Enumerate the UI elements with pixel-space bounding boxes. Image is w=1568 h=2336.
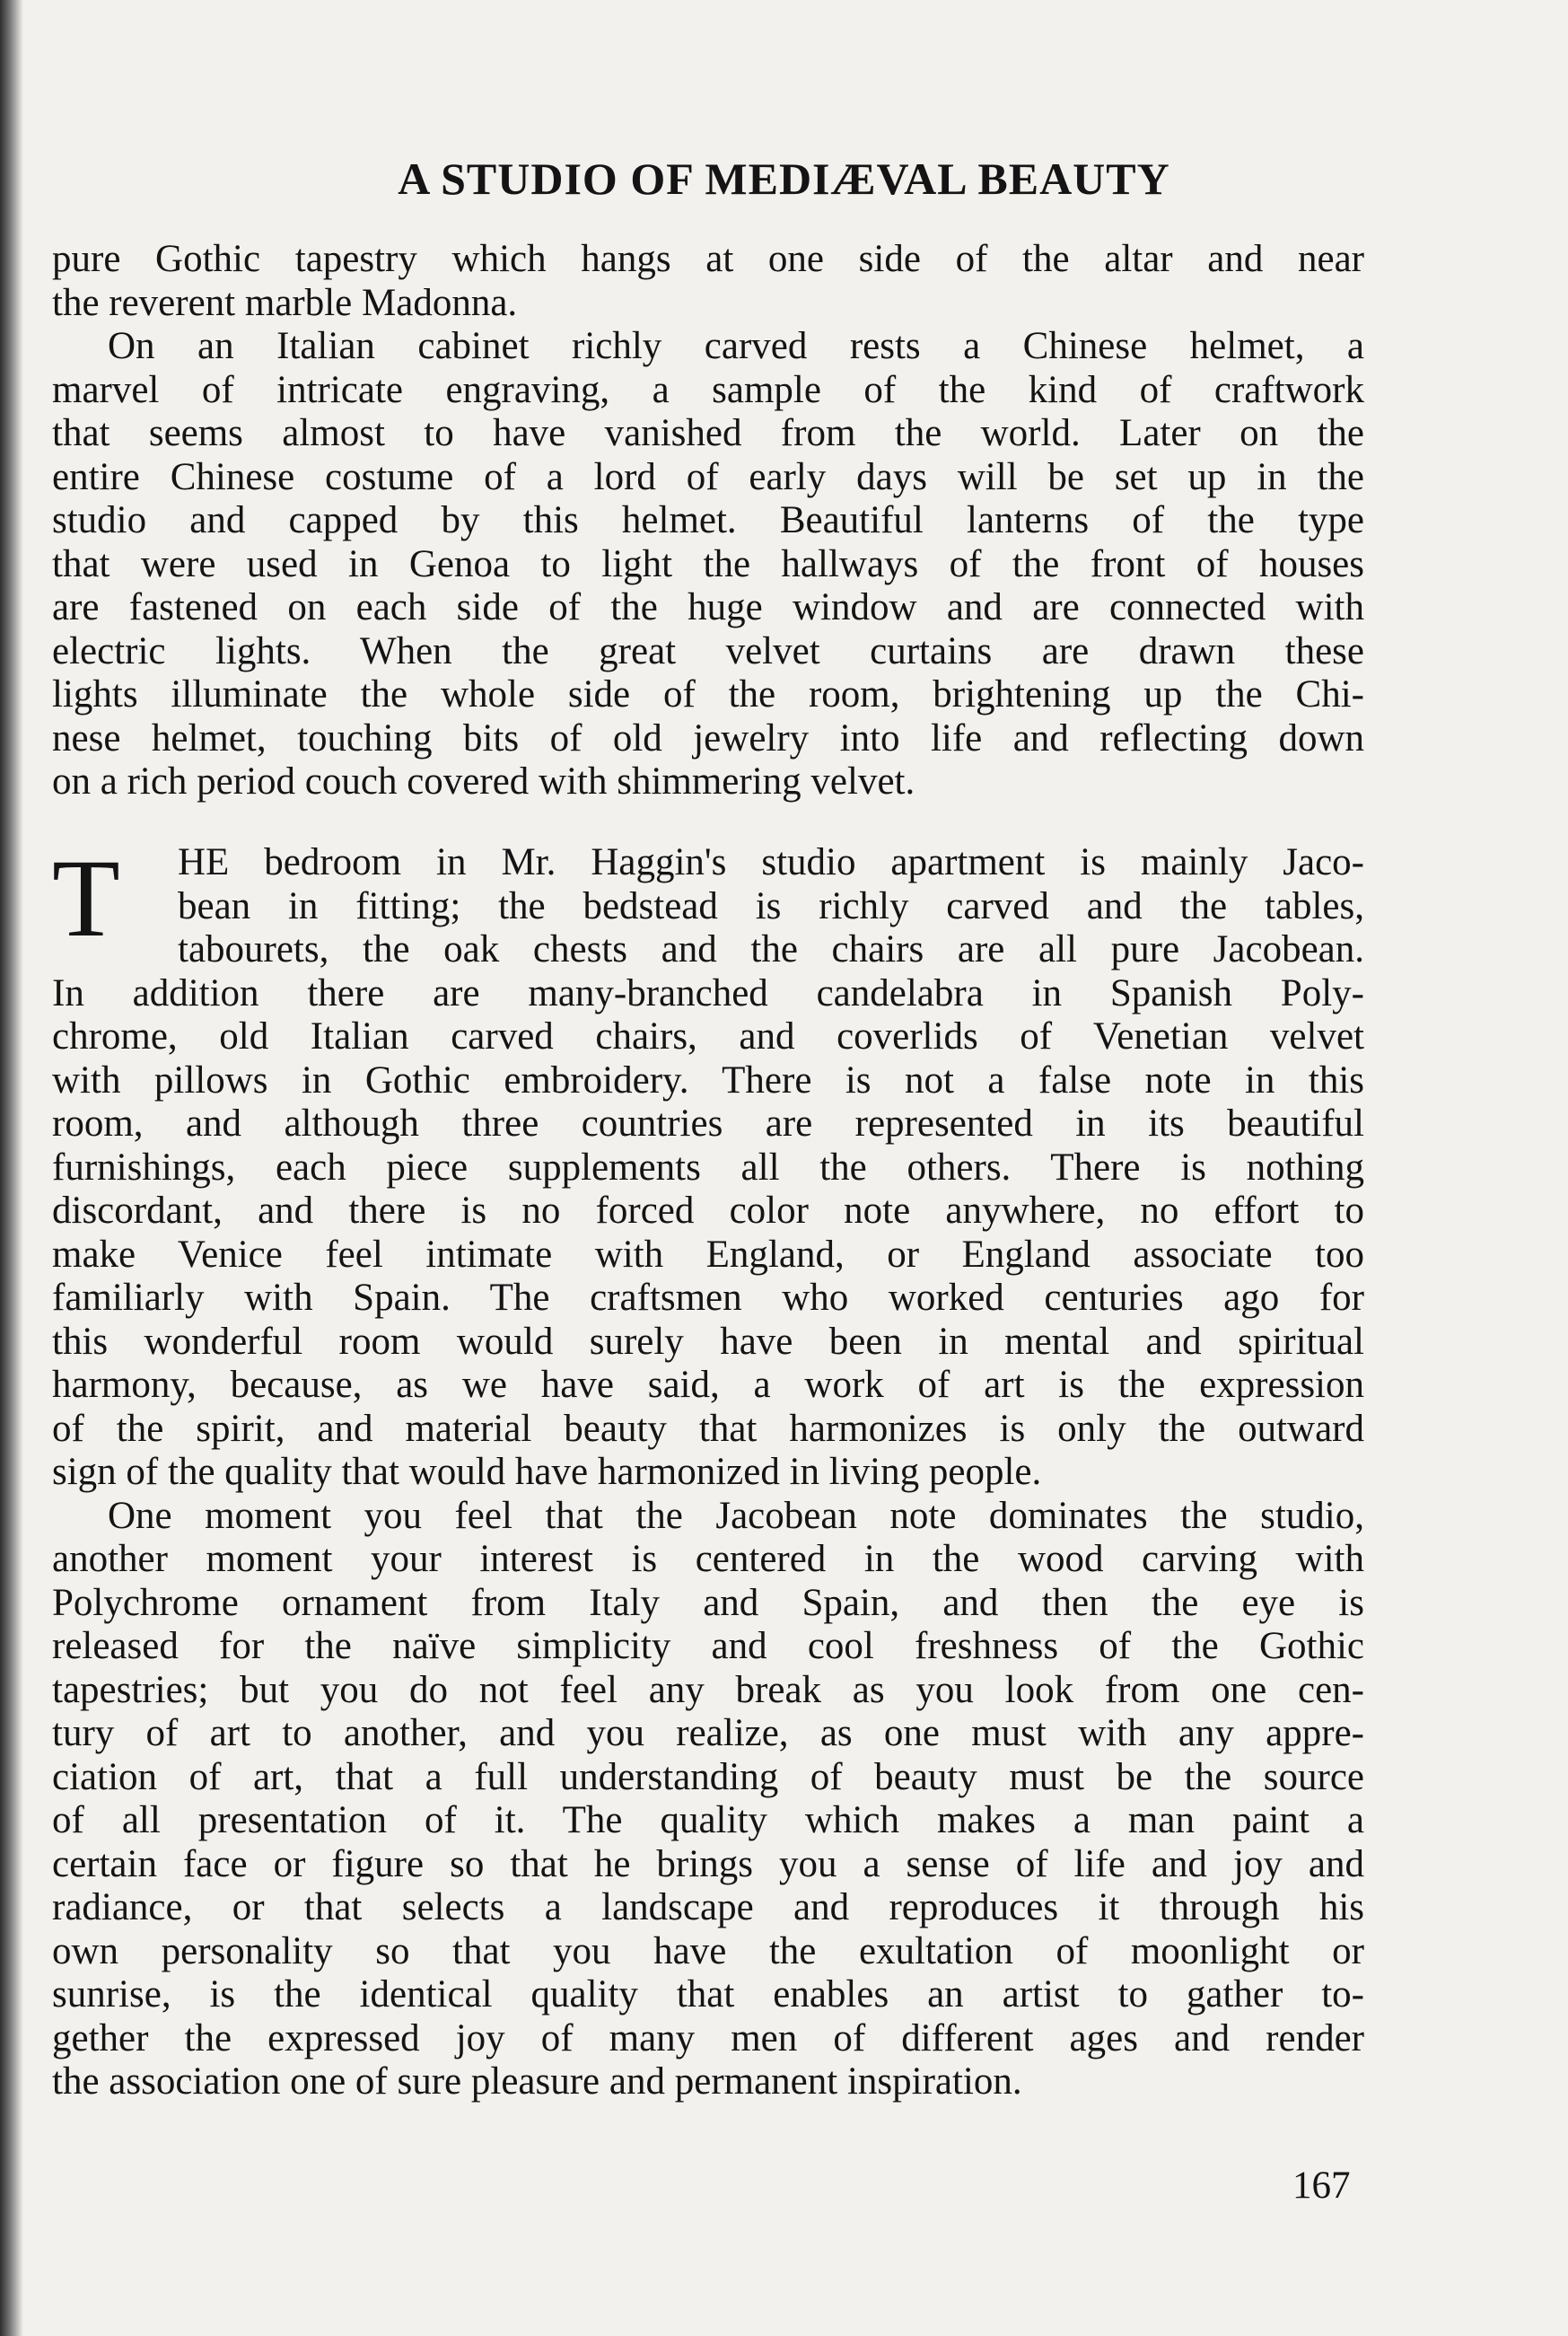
text-line: HE bedroom in Mr. Haggin's studio apartment is mainly Jaco-	[178, 841, 1364, 883]
text-line: lights illuminate the whole side of the room, brightening up the Chi-	[52, 673, 1364, 716]
text-line: the reverent marble Madonna.	[52, 281, 518, 324]
text-line: on a rich period couch covered with shimmering velvet.	[52, 760, 915, 803]
text-line: nese helmet, touching bits of old jewelry into life and reflecting down	[52, 716, 1364, 760]
text-line: entire Chinese costume of a lord of early days will be set up in the	[52, 455, 1364, 498]
paragraph-block-2	[52, 837, 1364, 2104]
text-line: certain face or figure so that he brings you a sense of life and joy and	[52, 1842, 1364, 1885]
text-line: Polychrome ornament from Italy and Spain, and then the eye is	[52, 1581, 1364, 1624]
text-line: sunrise, is the identical quality that enables an artist to gather to-	[52, 1973, 1364, 2015]
text-line: of all presentation of it. The quality which makes a man paint a	[52, 1799, 1364, 1841]
drop-cap: T	[52, 837, 120, 960]
text-line: sign of the quality that would have harmonized in living people.	[52, 1451, 1042, 1493]
text-line: studio and capped by this helmet. Beautiful lanterns of the type	[52, 499, 1364, 541]
text-line: tabourets, the oak chests and the chairs are all pure Jacobean.	[178, 928, 1364, 970]
text-line: ciation of art, that a full understanding of beauty must be the source	[52, 1755, 1364, 1798]
text-line: gether the expressed joy of many men of different ages and render	[52, 2016, 1364, 2059]
text-line: radiance, or that selects a landscape and reproduces it through his	[52, 1886, 1364, 1928]
text-line: One moment you feel that the Jacobean note dominates the studio,	[108, 1494, 1364, 1537]
text-line: bean in fitting; the bedstead is richly carved and the tables,	[178, 884, 1364, 927]
text-line: are fastened on each side of the huge window and are connected with	[52, 586, 1364, 628]
text-line: On an Italian cabinet richly carved rests a Chinese helmet, a	[108, 325, 1364, 367]
page-title: A STUDIO OF MEDIÆVAL BEAUTY	[398, 154, 1170, 204]
text-line: furnishings, each piece supplements all the others. There is nothing	[52, 1146, 1364, 1189]
text-line: own personality so that you have the exultation of moonlight or	[52, 1929, 1364, 1972]
text-line: tury of art to another, and you realize, as one must with any appre-	[52, 1712, 1364, 1754]
text-line: released for the naïve simplicity and cool freshness of the Gothic	[52, 1625, 1364, 1667]
text-line: harmony, because, as we have said, a work of art is the expression	[52, 1364, 1364, 1406]
text-line: pure Gothic tapestry which hangs at one side of the altar and near	[52, 238, 1364, 280]
text-line: discordant, and there is no forced color note anywhere, no effort to	[52, 1190, 1364, 1232]
text-line: with pillows in Gothic embroidery. There is not a false note in this	[52, 1058, 1364, 1102]
binding-shadow	[0, 0, 23, 2336]
text-line: that were used in Genoa to light the hallways of the front of houses	[52, 542, 1364, 585]
text-line: of the spirit, and material beauty that harmonizes is only the outward	[52, 1407, 1364, 1450]
text-line: electric lights. When the great velvet curtains are drawn these	[52, 629, 1364, 672]
text-line: another moment your interest is centered in the wood carving with	[52, 1538, 1364, 1580]
text-line: room, and although three countries are represented in its beautiful	[52, 1102, 1364, 1145]
text-line: chrome, old Italian carved chairs, and coverlids of Venetian velvet	[52, 1015, 1364, 1058]
text-line: the association one of sure pleasure and permanent inspiration.	[52, 2060, 1022, 2103]
text-line: marvel of intricate engraving, a sample of the kind of craftwork	[52, 368, 1364, 411]
text-line: that seems almost to have vanished from the world. Later on the	[52, 412, 1364, 454]
text-line: In addition there are many-branched candelabra in Spanish Poly-	[52, 971, 1364, 1014]
text-line: this wonderful room would surely have been in mental and spiritual	[52, 1320, 1364, 1363]
text-line: familiarly with Spain. The craftsmen who worked centuries ago for	[52, 1277, 1364, 1319]
text-line: make Venice feel intimate with England, or England associate too	[52, 1233, 1364, 1276]
page-number: 167	[1292, 2165, 1351, 2207]
text-line: tapestries; but you do not feel any break as you look from one cen-	[52, 1668, 1364, 1711]
paragraph-block-1	[52, 238, 1364, 804]
